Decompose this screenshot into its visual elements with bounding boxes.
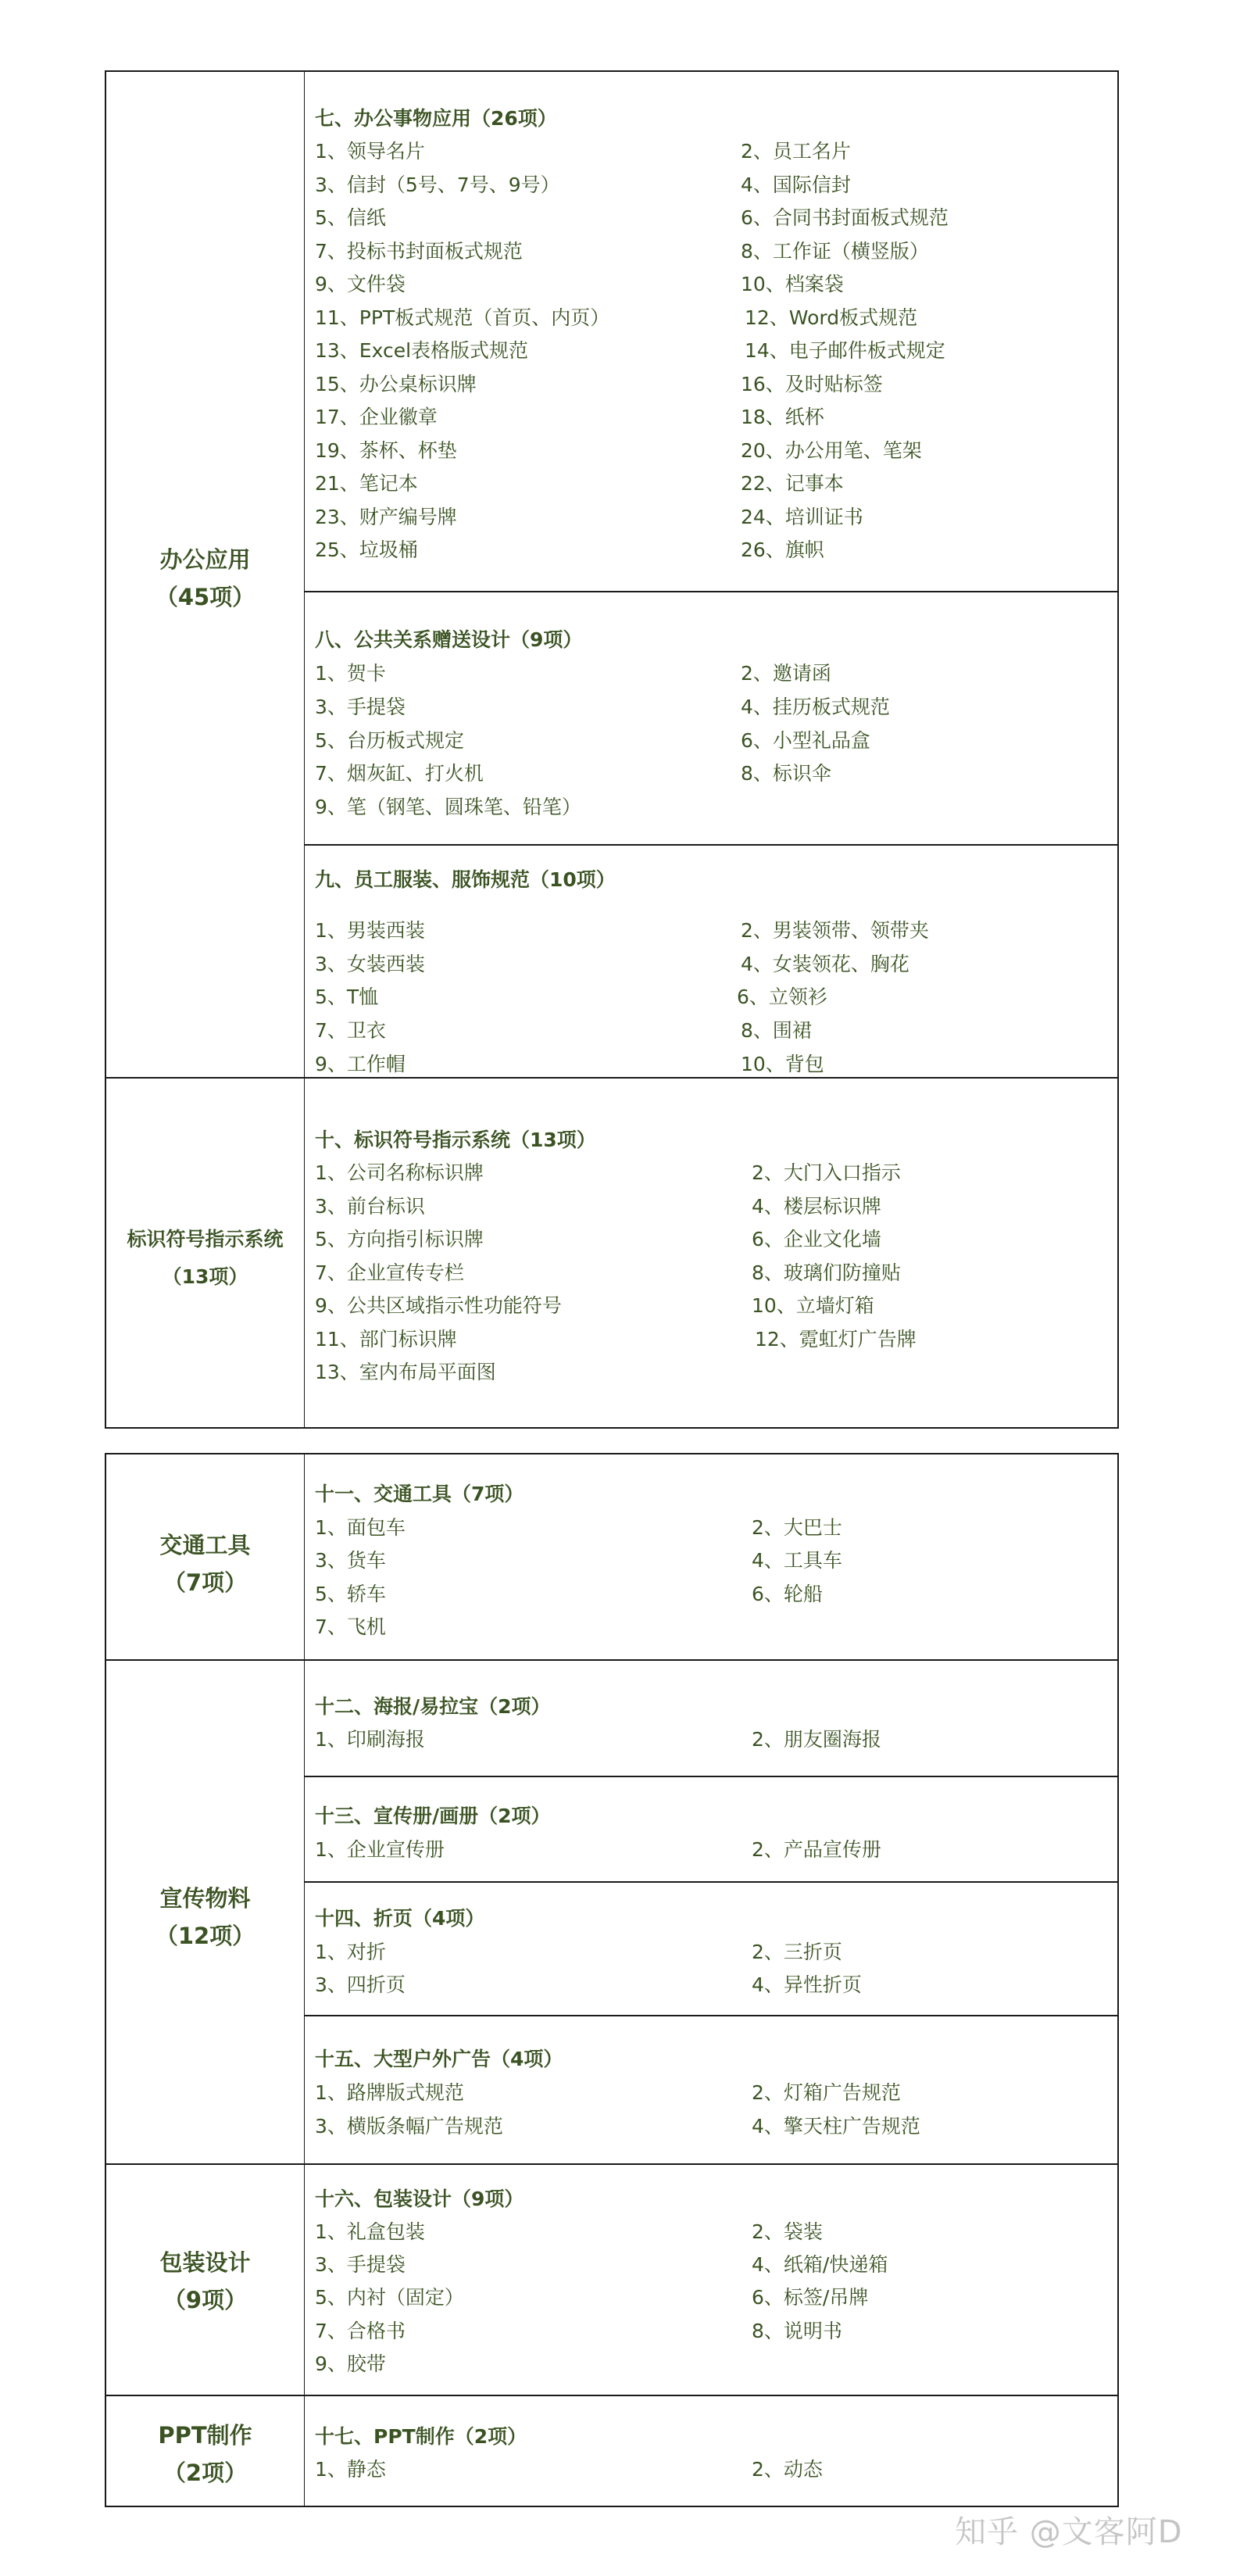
section-office-supplies <box>306 72 1117 591</box>
list-item: 1、礼盒包装 <box>315 2220 425 2243</box>
list-item: 1、对折 <box>315 1941 386 1963</box>
list-item: 7、合格书 <box>315 2320 406 2342</box>
list-item: 15、办公桌标识牌 <box>315 373 477 395</box>
list-item: 20、办公用笔、笔架 <box>741 439 922 462</box>
list-item: 2、大巴士 <box>752 1516 842 1539</box>
list-item: 9、笔（钢笔、圆珠笔、铅笔） <box>315 796 581 818</box>
section-heading: 十六、包装设计（9项） <box>315 2188 524 2210</box>
category-label-office <box>106 541 304 616</box>
list-item: 6、小型礼品盒 <box>741 729 870 752</box>
list-item: 7、卫衣 <box>315 1019 386 1042</box>
list-item: 1、静态 <box>315 2458 386 2481</box>
list-item: 9、工作帽 <box>315 1053 406 1075</box>
list-item: 12、Word板式规范 <box>745 306 918 329</box>
list-item: 23、财产编号牌 <box>315 506 457 528</box>
list-item: 13、室内布局平面图 <box>315 1361 496 1383</box>
section-heading: 十七、PPT制作（2项） <box>315 2425 527 2448</box>
list-item: 17、企业徽章 <box>315 406 438 428</box>
list-item: 13、Excel表格版式规范 <box>315 339 529 362</box>
section-heading: 十、标识符号指示系统（13项） <box>315 1129 596 1151</box>
category-count: （9项） <box>163 2287 248 2313</box>
row-divider <box>304 1776 1117 1777</box>
list-item: 8、工作证（横竖版） <box>741 240 929 263</box>
list-item: 1、面包车 <box>315 1516 406 1539</box>
category-name: 标识符号指示系统 <box>127 1228 284 1250</box>
list-item: 4、国际信封 <box>741 174 851 196</box>
list-item: 6、立领衫 <box>737 986 827 1008</box>
section-heading: 十五、大型户外广告（4项） <box>315 2048 563 2070</box>
list-item: 2、灯箱广告规范 <box>752 2081 901 2104</box>
list-item: 2、动态 <box>752 2458 823 2481</box>
list-item: 11、部门标识牌 <box>315 1328 457 1351</box>
list-item: 9、文件袋 <box>315 273 406 295</box>
list-item: 3、女装西装 <box>315 953 425 975</box>
list-item: 5、轿车 <box>315 1583 386 1605</box>
list-item: 1、领导名片 <box>315 140 425 163</box>
list-item: 4、纸箱/快递箱 <box>752 2253 888 2276</box>
category-name: 交通工具 <box>159 1532 251 1558</box>
list-item: 5、内衬（固定） <box>315 2286 464 2309</box>
list-item: 1、贺卡 <box>315 662 386 685</box>
category-count: （13项） <box>162 1265 248 1288</box>
list-item: 2、邀请函 <box>741 662 831 685</box>
list-item: 7、企业宣传专栏 <box>315 1261 464 1284</box>
list-item: 22、记事本 <box>741 472 844 495</box>
column-divider <box>304 72 305 1427</box>
list-item: 5、信纸 <box>315 206 386 229</box>
list-item: 25、垃圾桶 <box>315 538 418 561</box>
list-item: 26、旗帜 <box>741 538 824 561</box>
list-item: 2、大门入口指示 <box>752 1161 901 1184</box>
list-item: 2、三折页 <box>752 1941 842 1963</box>
category-count: （45项） <box>155 584 256 610</box>
category-label-packaging <box>106 2244 304 2319</box>
list-item: 2、员工名片 <box>741 140 851 163</box>
list-item: 3、手提袋 <box>315 2253 406 2276</box>
list-item: 11、PPT板式规范（首页、内页） <box>315 306 610 329</box>
row-divider <box>304 2015 1117 2016</box>
list-item: 3、货车 <box>315 1549 386 1572</box>
list-item: 6、轮船 <box>752 1583 823 1605</box>
watermark: 知乎 @文客阿D <box>955 2514 1183 2550</box>
list-item: 6、标签/吊牌 <box>752 2286 869 2309</box>
list-item: 7、投标书封面板式规范 <box>315 240 523 263</box>
list-item: 4、楼层标识牌 <box>752 1195 881 1218</box>
section-heading: 十二、海报/易拉宝（2项） <box>315 1695 551 1718</box>
category-label-signage <box>106 1221 304 1296</box>
list-item: 14、电子邮件板式规定 <box>745 339 945 362</box>
list-item: 8、玻璃们防撞贴 <box>752 1261 901 1284</box>
list-item: 2、朋友圈海报 <box>752 1728 881 1751</box>
list-item: 4、女装领花、胸花 <box>741 953 909 975</box>
list-item: 8、标识伞 <box>741 762 831 785</box>
row-divider <box>106 1659 1117 1661</box>
list-item: 5、T恤 <box>315 986 379 1008</box>
list-item: 4、挂历板式规范 <box>741 696 890 718</box>
list-item: 3、前台标识 <box>315 1195 425 1218</box>
list-item: 1、路牌版式规范 <box>315 2081 464 2104</box>
category-label-ppt <box>106 2417 304 2492</box>
row-divider <box>304 844 1117 846</box>
list-item: 16、及时贴标签 <box>741 373 883 395</box>
list-item: 5、方向指引标识牌 <box>315 1228 484 1250</box>
section-heading: 九、员工服装、服饰规范（10项） <box>315 868 616 891</box>
list-item: 4、擎天柱广告规范 <box>752 2115 920 2138</box>
list-item: 1、男装西装 <box>315 919 425 942</box>
list-item: 1、公司名称标识牌 <box>315 1161 484 1184</box>
list-item: 19、茶杯、杯垫 <box>315 439 457 462</box>
list-item: 1、企业宣传册 <box>315 1838 445 1861</box>
list-item: 6、合同书封面板式规范 <box>741 206 949 229</box>
section-heading: 十一、交通工具（7项） <box>315 1483 524 1505</box>
list-item: 7、烟灰缸、打火机 <box>315 762 484 785</box>
table-1 <box>105 70 1119 1429</box>
row-divider <box>106 2395 1117 2396</box>
list-item: 8、说明书 <box>752 2320 842 2342</box>
list-item: 12、霓虹灯广告牌 <box>755 1328 917 1351</box>
row-divider <box>106 2163 1117 2165</box>
section-heading: 八、公共关系赠送设计（9项） <box>315 628 583 651</box>
row-divider <box>304 1881 1117 1883</box>
section-heading: 七、办公事物应用（26项） <box>315 107 557 130</box>
category-count: （12项） <box>155 1923 256 1949</box>
list-item: 24、培训证书 <box>741 506 863 528</box>
list-item: 10、背包 <box>741 1053 824 1075</box>
list-item: 10、立墙灯箱 <box>752 1294 874 1317</box>
list-item: 18、纸杯 <box>741 406 824 428</box>
row-divider <box>106 1077 1117 1079</box>
list-item: 2、男装领带、领带夹 <box>741 919 929 942</box>
category-name: 宣传物料 <box>159 1885 251 1912</box>
category-label-promo <box>106 1880 304 1955</box>
category-name: 包装设计 <box>159 2249 251 2276</box>
list-item: 8、围裙 <box>741 1019 812 1042</box>
column-divider <box>304 1454 305 2506</box>
row-divider <box>304 591 1117 592</box>
category-name: PPT制作 <box>158 2422 252 2449</box>
list-item: 4、工具车 <box>752 1549 842 1572</box>
list-item: 3、横版条幅广告规范 <box>315 2115 503 2138</box>
list-item: 9、公共区域指示性功能符号 <box>315 1294 562 1317</box>
list-item: 9、胶带 <box>315 2352 386 2375</box>
list-item: 3、信封（5号、7号、9号） <box>315 174 560 196</box>
category-label-transport <box>106 1526 304 1601</box>
list-item: 2、袋装 <box>752 2220 823 2243</box>
category-count: （2项） <box>163 2460 248 2486</box>
list-item: 3、四折页 <box>315 1973 406 1996</box>
category-name: 办公应用 <box>159 546 251 573</box>
list-item: 4、异性折页 <box>752 1973 862 1996</box>
category-count: （7项） <box>163 1569 248 1596</box>
table-2 <box>105 1453 1119 2507</box>
list-item: 1、印刷海报 <box>315 1728 425 1751</box>
list-item: 2、产品宣传册 <box>752 1838 881 1861</box>
list-item: 6、企业文化墙 <box>752 1228 881 1250</box>
list-item: 5、台历板式规定 <box>315 729 464 752</box>
section-heading: 十三、宣传册/画册（2项） <box>315 1805 551 1827</box>
list-item: 10、档案袋 <box>741 273 844 295</box>
section-heading: 十四、折页（4项） <box>315 1907 485 1930</box>
list-item: 7、飞机 <box>315 1615 386 1638</box>
list-item: 21、笔记本 <box>315 472 418 495</box>
list-item: 3、手提袋 <box>315 696 406 718</box>
